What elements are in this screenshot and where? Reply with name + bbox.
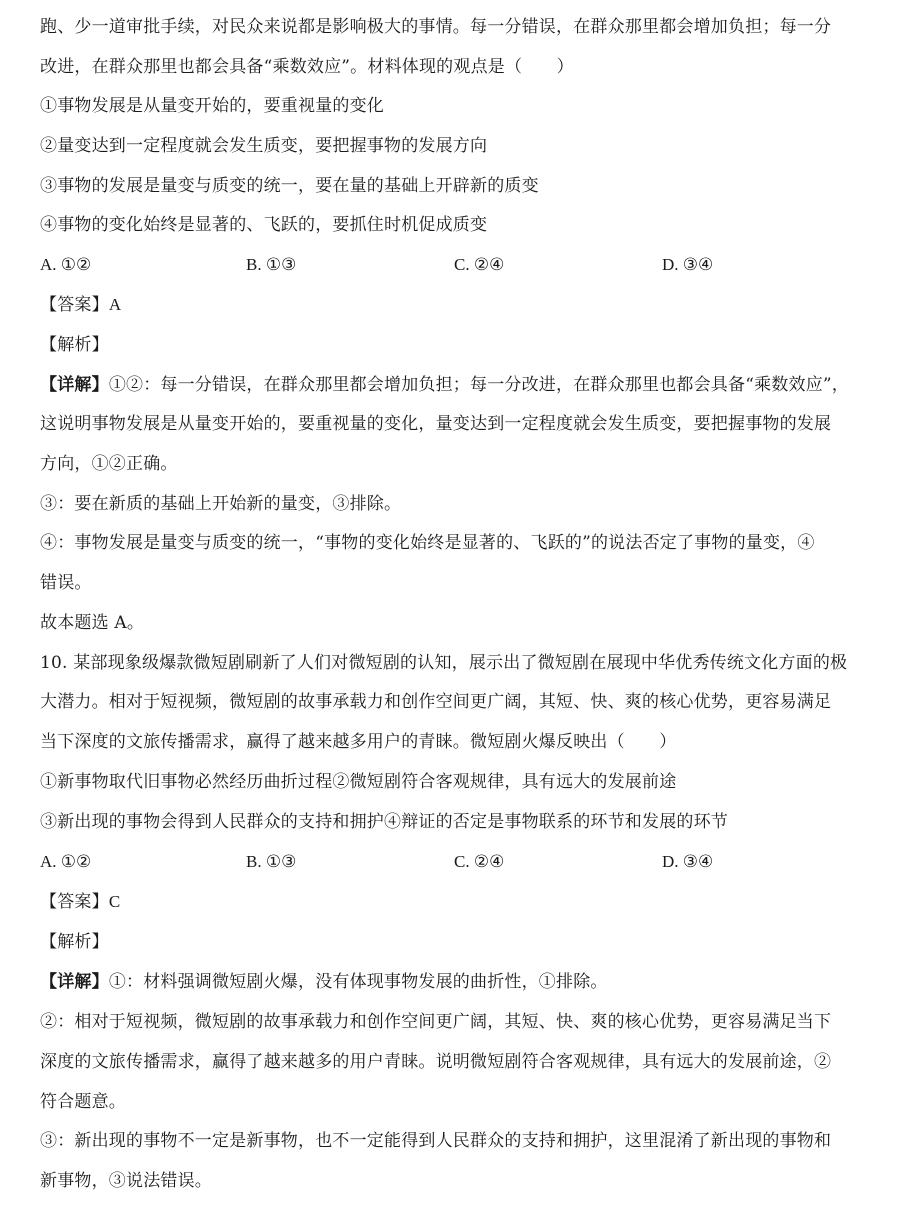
q9-detail-line-5: ④：事物发展是量变与质变的统一，“事物的变化始终是显著的、飞跃的”的说法否定了事物的量变，④ <box>40 533 815 553</box>
q10-option-a: A. ①② <box>40 852 92 871</box>
q9-answer-row <box>40 292 868 318</box>
q10-statement-line-2: ③新出现的事物会得到人民群众的支持和拥护④辩证的否定是事物联系的环节和发展的环节 <box>40 812 728 832</box>
q10-statement-line-1: ①新事物取代旧事物必然经历曲折过程②微短剧符合客观规律，具有远大的发展前途 <box>40 772 677 792</box>
q10-answer-label: 【答案】 <box>40 892 109 912</box>
q10-answer-value: C <box>108 892 121 911</box>
q9-conclusion: 故本题选 A。 <box>40 613 145 633</box>
q10-detail-line-1 <box>40 969 868 995</box>
q10-stem-line-1: 10. 某部现象级爆款微短剧刷新了人们对微短剧的认知，展示出了微短剧在展现中华优秀传统文化方面的极 <box>40 653 848 673</box>
q9-statement-3: ③事物的发展是量变与质变的统一，要在量的基础上开辟新的质变 <box>40 176 539 196</box>
q9-option-c: C. ②④ <box>454 255 505 274</box>
q10-detail-text-1: ①：材料强调微短剧火爆，没有体现事物发展的曲折性，①排除。 <box>108 972 608 992</box>
q9-statement-4: ④事物的变化始终是显著的、飞跃的，要抓住时机促成质变 <box>40 215 488 235</box>
q9-detail-line-1 <box>40 372 868 398</box>
q9-statement-1: ①事物发展是从量变开始的，要重视量的变化 <box>40 96 384 116</box>
q10-detail-line-4: 符合题意。 <box>40 1092 126 1112</box>
q9-detail-line-2: 这说明事物发展是从量变开始的，要重视量的变化，量变达到一定程度就会发生质变，要把握事物的发展 <box>40 414 832 434</box>
q10-detail-line-6: 新事物，③说法错误。 <box>40 1171 212 1191</box>
q9-detail-label: 【详解】 <box>40 375 109 395</box>
q9-stem-line-2: 改进，在群众那里也都会具备“乘数效应”。材料体现的观点是（ ） <box>40 57 574 77</box>
q9-answer-value: A <box>108 295 122 314</box>
q10-detail-line-2: ②：相对于短视频，微短剧的故事承载力和创作空间更广阔，其短、快、爽的核心优势，更容易满足当下 <box>40 1012 832 1032</box>
q10-option-d: D. ③④ <box>662 852 714 871</box>
q10-answer-row <box>40 889 868 915</box>
q9-analysis-label: 【解析】 <box>40 335 109 355</box>
q10-detail-line-3: 深度的文旅传播需求，赢得了越来越多的用户青睐。说明微短剧符合客观规律，具有远大的发展前途，② <box>40 1052 832 1072</box>
q9-option-d: D. ③④ <box>662 255 714 274</box>
q9-answer-label: 【答案】 <box>40 295 109 315</box>
q10-stem-line-2: 大潜力。相对于短视频，微短剧的故事承载力和创作空间更广阔，其短、快、爽的核心优势，更容易满足 <box>40 692 832 712</box>
q9-option-a: A. ①② <box>40 255 92 274</box>
q10-detail-line-5: ③：新出现的事物不一定是新事物，也不一定能得到人民群众的支持和拥护，这里混淆了新出现的事物和 <box>40 1131 832 1151</box>
q10-analysis-label: 【解析】 <box>40 932 109 952</box>
q10-option-c: C. ②④ <box>454 852 505 871</box>
q10-detail-label: 【详解】 <box>40 972 109 992</box>
q9-detail-line-3: 方向，①②正确。 <box>40 454 178 474</box>
q9-detail-line-4: ③：要在新质的基础上开始新的量变，③排除。 <box>40 494 402 514</box>
q9-detail-text-1: ①②：每一分错误，在群众那里都会增加负担；每一分改进，在群众那里也都会具备“乘数效应”， <box>108 375 849 395</box>
q9-stem-line-1: 跑、少一道审批手续，对民众来说都是影响极大的事情。每一分错误，在群众那里都会增加负担；每一分 <box>40 17 832 37</box>
q10-option-b: B. ①③ <box>246 852 297 871</box>
q9-detail-line-6: 错误。 <box>40 573 92 593</box>
q9-statement-2: ②量变达到一定程度就会发生质变，要把握事物的发展方向 <box>40 136 488 156</box>
q10-stem-line-3: 当下深度的文旅传播需求，赢得了越来越多用户的青睐。微短剧火爆反映出（ ） <box>40 732 677 752</box>
q9-option-b: B. ①③ <box>246 255 297 274</box>
